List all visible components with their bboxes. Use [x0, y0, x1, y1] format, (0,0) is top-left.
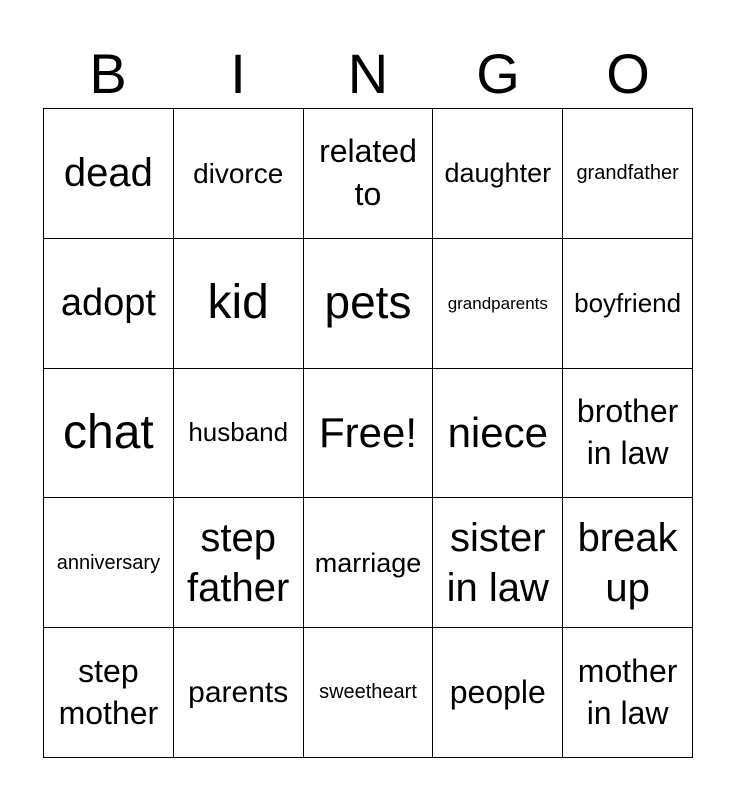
- cell-text: break up: [577, 515, 678, 610]
- cell-text: step father: [187, 515, 290, 610]
- bingo-cell[interactable]: [563, 239, 693, 369]
- bingo-cell[interactable]: [174, 109, 304, 239]
- bingo-cell[interactable]: [304, 628, 434, 758]
- cell-text: grandfather: [576, 162, 679, 185]
- bingo-cell[interactable]: [433, 239, 563, 369]
- cell-text: marriage: [314, 547, 422, 578]
- cell-text: daughter: [444, 158, 552, 189]
- header-letter-n: N: [347, 42, 389, 105]
- cell-text: divorce: [193, 157, 284, 189]
- cell-text: Free!: [318, 409, 417, 457]
- header-letter-i: I: [230, 42, 246, 105]
- bingo-cell[interactable]: [304, 498, 434, 628]
- cell-text: grandparents: [447, 293, 548, 313]
- cell-text: boyfriend: [574, 287, 682, 318]
- cell-text: sweetheart: [319, 681, 417, 704]
- bingo-header: [43, 40, 693, 108]
- header-letter-g: G: [476, 42, 520, 105]
- cell-text: adopt: [60, 281, 156, 324]
- header-letter-o: O: [606, 42, 650, 105]
- cell-text: people: [449, 673, 546, 710]
- cell-text: sister in law: [446, 515, 549, 610]
- header-letter-b: B: [89, 42, 127, 105]
- cell-text: kid: [207, 276, 269, 330]
- cell-text: chat: [63, 406, 154, 460]
- cell-text: related to: [319, 133, 417, 213]
- bingo-cell[interactable]: [44, 628, 174, 758]
- bingo-cell[interactable]: [304, 239, 434, 369]
- bingo-cell[interactable]: [433, 628, 563, 758]
- cell-text: step mother: [58, 653, 159, 731]
- bingo-cell[interactable]: [44, 369, 174, 499]
- cell-text: anniversary: [56, 551, 161, 574]
- bingo-cell[interactable]: [44, 109, 174, 239]
- bingo-cell[interactable]: [304, 369, 434, 499]
- bingo-board: [43, 108, 693, 758]
- bingo-cell[interactable]: [433, 369, 563, 499]
- cell-text: niece: [447, 409, 548, 457]
- bingo-cell[interactable]: [563, 109, 693, 239]
- cell-text: mother in law: [577, 653, 678, 731]
- bingo-cell[interactable]: [433, 498, 563, 628]
- bingo-cell[interactable]: [174, 239, 304, 369]
- bingo-cell[interactable]: [304, 109, 434, 239]
- bingo-cell[interactable]: [563, 369, 693, 499]
- bingo-cell[interactable]: [563, 628, 693, 758]
- cell-text: parents: [188, 675, 289, 709]
- cell-text: brother in law: [576, 393, 679, 471]
- bingo-cell[interactable]: [563, 498, 693, 628]
- bingo-cell[interactable]: [44, 239, 174, 369]
- bingo-cell[interactable]: [433, 109, 563, 239]
- bingo-cell[interactable]: [174, 498, 304, 628]
- cell-text: pets: [324, 276, 412, 329]
- bingo-cell[interactable]: [174, 628, 304, 758]
- bingo-cell[interactable]: [174, 369, 304, 499]
- cell-text: dead: [63, 151, 153, 195]
- bingo-cell[interactable]: [44, 498, 174, 628]
- cell-text: husband: [188, 417, 289, 448]
